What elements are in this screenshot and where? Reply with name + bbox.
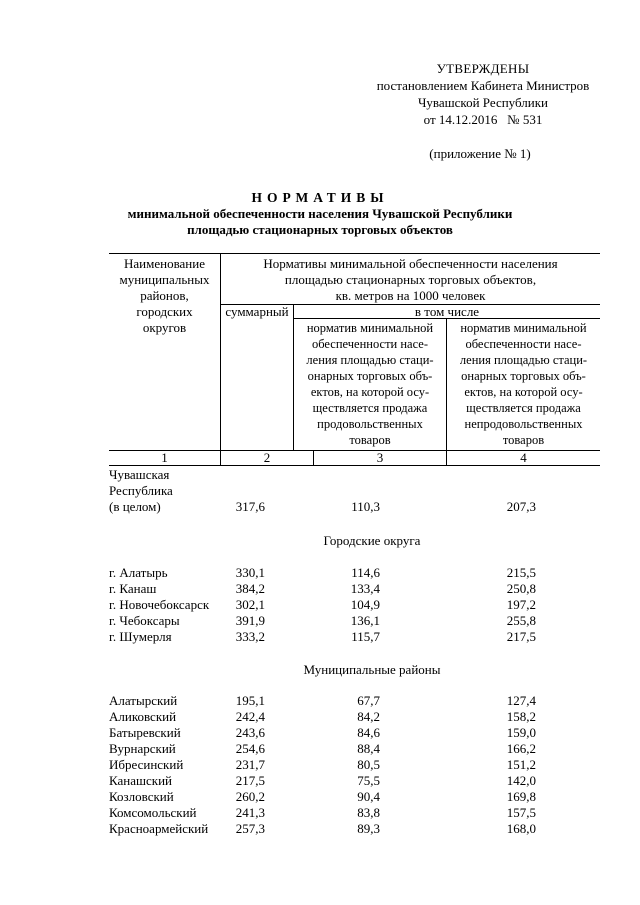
table-cell-nonfood: 159,0	[506, 725, 536, 740]
header-col3-line: ления площадью стаци-	[306, 353, 434, 367]
table-row-name: Козловский	[109, 789, 174, 804]
table-cell-food: 114,6	[351, 565, 380, 580]
table-row-name: г. Канаш	[109, 581, 157, 596]
table-cell-food: 115,7	[351, 629, 380, 644]
table-cell-total: 391,9	[235, 613, 265, 628]
col-number-1: 1	[161, 450, 168, 465]
header-col1-line: районов,	[140, 288, 189, 303]
table-cell-total: 384,2	[235, 581, 265, 596]
republic-name-line: Республика	[109, 483, 173, 498]
table-cell-total: 242,4	[235, 709, 265, 724]
table-row-name: Канашский	[109, 773, 173, 788]
table-row-name: Ибресинский	[109, 757, 184, 772]
table-cell-food: 133,4	[350, 581, 380, 596]
header-col4-line: ществляется продажа	[466, 401, 581, 415]
header-col1	[109, 256, 220, 336]
header-col4-line: непродовольственных	[464, 417, 583, 431]
col-number-2: 2	[263, 450, 271, 465]
table-cell-nonfood: 142,0	[506, 773, 536, 788]
table-cell-total: 302,1	[235, 597, 265, 612]
table-row-name: г. Новочебоксарск	[109, 597, 210, 612]
appendix-note: (приложение № 1)	[429, 146, 531, 161]
header-col4-line: норматив минимальной	[460, 321, 587, 335]
document-subtitle-2: площадью стационарных торговых объектов	[187, 222, 453, 237]
table-cell-total: 254,6	[235, 741, 265, 756]
document-title: НОРМАТИВЫ	[251, 190, 389, 205]
approval-heading: УТВЕРЖДЕНЫ	[436, 61, 530, 76]
table-cell-nonfood: 127,4	[506, 693, 536, 708]
col-number-3: 3	[376, 450, 384, 465]
table-cell-food: 90,4	[357, 789, 380, 804]
header-group-line: площадью стационарных торговых объектов,	[284, 272, 537, 287]
table-cell-nonfood: 217,5	[506, 629, 536, 644]
approval-line-2: постановлением Кабинета Министров	[376, 78, 590, 93]
table-cell-food: 83,8	[357, 805, 380, 820]
header-col4-line: товаров	[502, 433, 545, 447]
table-row-name: г. Алатырь	[109, 565, 168, 580]
header-group-line: Нормативы минимальной обеспеченности населения	[263, 256, 558, 271]
table-cell-nonfood: 151,2	[506, 757, 536, 772]
table-cell-food: 88,4	[357, 741, 380, 756]
table-row-name: Вурнарский	[109, 741, 176, 756]
header-col3-line: продовольственных	[317, 417, 423, 431]
table-cell-nonfood: 255,8	[506, 613, 536, 628]
table-cell-total: 257,3	[235, 821, 265, 836]
table-cell-total: 243,6	[235, 725, 265, 740]
table-row-name: Аликовский	[109, 709, 177, 724]
header-col1-line: городских	[136, 304, 193, 319]
table-cell-food: 67,7	[357, 693, 380, 708]
document-subtitle-1: минимальной обеспеченности населения Чувашской Республики	[127, 206, 513, 221]
republic-food: 110,3	[351, 499, 380, 514]
header-including: в том числе	[414, 304, 480, 319]
republic-total: 317,6	[235, 499, 265, 514]
approval-date: от 14.12.2016 № 531	[423, 112, 543, 127]
table-cell-total: 333,2	[235, 629, 265, 644]
table-row-name: Алатырский	[109, 693, 178, 708]
table-row-name: г. Чебоксары	[109, 613, 180, 628]
table-cell-nonfood: 250,8	[506, 581, 536, 596]
republic-nonfood: 207,3	[506, 499, 536, 514]
table-cell-nonfood: 215,5	[506, 565, 536, 580]
header-col1-line: Наименование	[124, 256, 205, 271]
table-cell-nonfood: 169,8	[506, 789, 536, 804]
table-cell-food: 75,5	[357, 773, 380, 788]
header-col3-line: товаров	[349, 433, 391, 447]
section-districts-title: Муниципальные районы	[303, 662, 441, 677]
table-cell-total: 241,3	[235, 805, 265, 820]
table-cell-total: 260,2	[235, 789, 265, 804]
header-col1-line: муниципальных	[119, 272, 210, 287]
header-col4	[447, 320, 600, 448]
approval-block	[366, 60, 600, 128]
table-cell-nonfood: 197,2	[506, 597, 536, 612]
table-cell-food: 84,6	[357, 725, 380, 740]
table-cell-total: 195,1	[235, 693, 265, 708]
table-row-name: г. Шумерля	[109, 629, 172, 644]
header-col-group	[221, 256, 600, 304]
table-cell-food: 136,1	[350, 613, 380, 628]
republic-name	[109, 467, 173, 515]
header-group-line: кв. метров на 1000 человек	[335, 288, 486, 303]
table-cell-food: 104,9	[350, 597, 380, 612]
table-cell-total: 231,7	[235, 757, 265, 772]
table-cell-food: 80,5	[357, 757, 380, 772]
table-cell-nonfood: 166,2	[506, 741, 536, 756]
header-col3-line: ектов, на которой осу-	[310, 385, 430, 399]
header-col3-line: онарных торговых объ-	[307, 369, 433, 383]
header-col3-line: норматив минимальной	[306, 321, 434, 335]
header-col4-line: обеспеченности насе-	[465, 337, 582, 351]
republic-name-line: Чувашская	[109, 467, 170, 482]
header-col1-line: округов	[142, 320, 187, 335]
table-cell-total: 217,5	[235, 773, 265, 788]
table-cell-nonfood: 158,2	[506, 709, 536, 724]
header-col3	[294, 320, 446, 448]
header-col3-line: ществляется продажа	[312, 401, 428, 415]
header-col3-line: обеспеченности насе-	[311, 337, 429, 351]
table-cell-food: 89,3	[357, 821, 380, 836]
header-col4-line: онарных торговых объ-	[461, 369, 586, 383]
table-cell-total: 330,1	[235, 565, 265, 580]
table-row-name: Батыревский	[109, 725, 181, 740]
table-cell-nonfood: 168,0	[506, 821, 536, 836]
header-col2: суммарный	[225, 304, 289, 319]
section-urban-title: Городские округа	[323, 533, 421, 548]
col-number-4: 4	[520, 450, 527, 465]
header-col4-line: ления площадью стаци-	[459, 353, 588, 367]
approval-line-3: Чувашской Республики	[417, 95, 549, 110]
table-cell-nonfood: 157,5	[506, 805, 536, 820]
table-row-name: Комсомольский	[109, 805, 197, 820]
header-col4-line: ектов, на которой осу-	[464, 385, 583, 399]
table-cell-food: 84,2	[357, 709, 380, 724]
republic-name-line: (в целом)	[109, 499, 161, 514]
table-top-border	[109, 253, 600, 254]
table-row-name: Красноармейский	[109, 821, 209, 836]
